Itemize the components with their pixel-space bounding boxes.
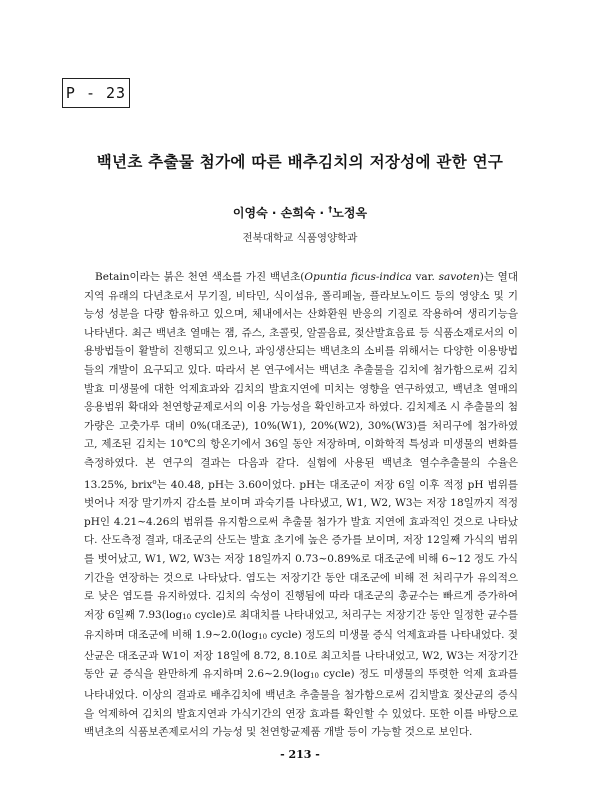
abstract-text: cycle) 정도의 미생물 증식 억제효과를 나타내었다. 젖산균은 대조군과 W1이 저장 18일에 8.72, 8.10로 최고치를 나타내었고, W2, W3는 저장기간 동안 균 증식을 완만하게 유지하며 2.6∼2.9(log bbox=[84, 629, 518, 681]
author-affiliation: 전북대학교 식품영양학과 bbox=[242, 232, 358, 244]
abstract-body bbox=[84, 268, 518, 742]
abstract-text: cycle) 정도 미생물의 뚜렷한 억제 효과를 나타내었다. 이상의 결과로 배추김치에 백년초 추출물을 첨가함으로써 김치발효 젖산균의 증식을 억제하여 김치의 발효지연과 가식기간의 연장 효과를 확인할 수 있었다. 또한 이를 바탕으로 백년초의 식품보존제로서의 가능성 및 천연항균제품 개발 등이 가능할 것으로 보인다. bbox=[84, 668, 518, 739]
abstract-text: var. bbox=[411, 271, 439, 283]
corresponding-author-name: 노정옥 bbox=[332, 206, 368, 220]
poster-label-text: P - 23 bbox=[65, 84, 127, 102]
poster-label bbox=[62, 78, 130, 108]
abstract-text: 는 40.48, pH는 3.60이었다. pH는 대조군이 저장 6일 이후 적정 pH 범위를 벗어나 저장 말기까지 감소를 보이며 과숙기를 나타냈고, W1, W2, W3는 저장 18일까지 적정 pH인 4.21∼4.26의 범위를 유지함으로써 추출물 첨가가 발효 지연에 효과적인 것으로 나타났다. 산도측정 결과, 대조군의 산도는 발효 초기에 높은 증가를 보이며, 저장 12일째 가식의 범위를 벗어났고, W1, W2, W3는 저장 18일까지 0.73∼0.89%로 대조군에 비해 6∼12 정도 가식기간을 연장하는 것으로 나타났다. 염도는 저장기간 동안 대조군에 비해 전 처리구가 유의적으로 낮은 염도를 유지하였다. 김치의 숙성이 진행됨에 따라 대조군의 총균수는 빠르게 증가하여 저장 6일째 7.93(log bbox=[84, 478, 518, 621]
page-number: - 213 - bbox=[280, 748, 320, 761]
corresponding-author-mark: † bbox=[328, 205, 333, 214]
abstract-text: Betain이라는 붉은 천연 색소를 가진 백년초( bbox=[95, 271, 305, 283]
log-subscript: 10 bbox=[182, 612, 192, 621]
variety-name: savoten bbox=[438, 271, 480, 283]
paper-title: 백년초 추출물 첨가에 따른 배추김치의 저장성에 관한 연구 bbox=[96, 153, 504, 171]
degree-superscript: o bbox=[152, 477, 157, 486]
author-list bbox=[0, 204, 600, 221]
species-name: Opuntia ficus-indica bbox=[304, 271, 412, 283]
author-names: 이영숙 · 손희숙 · bbox=[232, 206, 329, 220]
abstract-text: )는 열대지역 유래의 다년초로서 무기질, 비타민, 식이섬유, 폴리페놀, 플라보노이드 등의 영양소 및 기능성 성분을 다량 함유하고 있으며, 체내에서는 산화환원 반응의 기질로 작용하여 생리기능을 나타낸다. 최근 백년초 열매는 잼, 쥬스, 초콜릿, 알콜음료, 젖산발효음료 등 식품소재로서의 이용방법들이 활발히 진행되고 있으나, 과잉생산되는 백년초의 소비를 위해서는 다양한 이용방법들의 개발이 요구되고 있다. 따라서 본 연구에서는 백년초 추출물을 김치에 첨가함으로써 김치발효 미생물에 대한 억제효과와 김치의 발효지연에 미치는 영향을 연구하였고, 백년초 열매의 응용범위 확대와 천연항균제로서의 이용 가능성을 확인하고자 하였다. 김치제조 시 추출물의 첨가량은 고춧가루 대비 0%(대조군), 10%(W1), 20%(W2), 30%(W3)를 처리구에 첨가하였고, 제조된 김치는 10℃의 항온기에서 36일 동안 저장하며, 이화학적 특성과 미생물의 변화를 측정하였다. 본 연구의 결과는 다음과 같다. 실험에 사용된 백년초 열수추출물의 수율은 13.25%, brix bbox=[84, 271, 518, 491]
log-subscript: 10 bbox=[258, 633, 268, 642]
abstract-text: cycle)로 최대치를 나타내었고, 처리구는 저장기간 동안 일정한 균수를 유지하며 대조군에 비해 1.9∼2.0(log bbox=[84, 608, 518, 642]
log-subscript: 10 bbox=[310, 672, 319, 681]
abstract-paragraph bbox=[84, 268, 518, 742]
